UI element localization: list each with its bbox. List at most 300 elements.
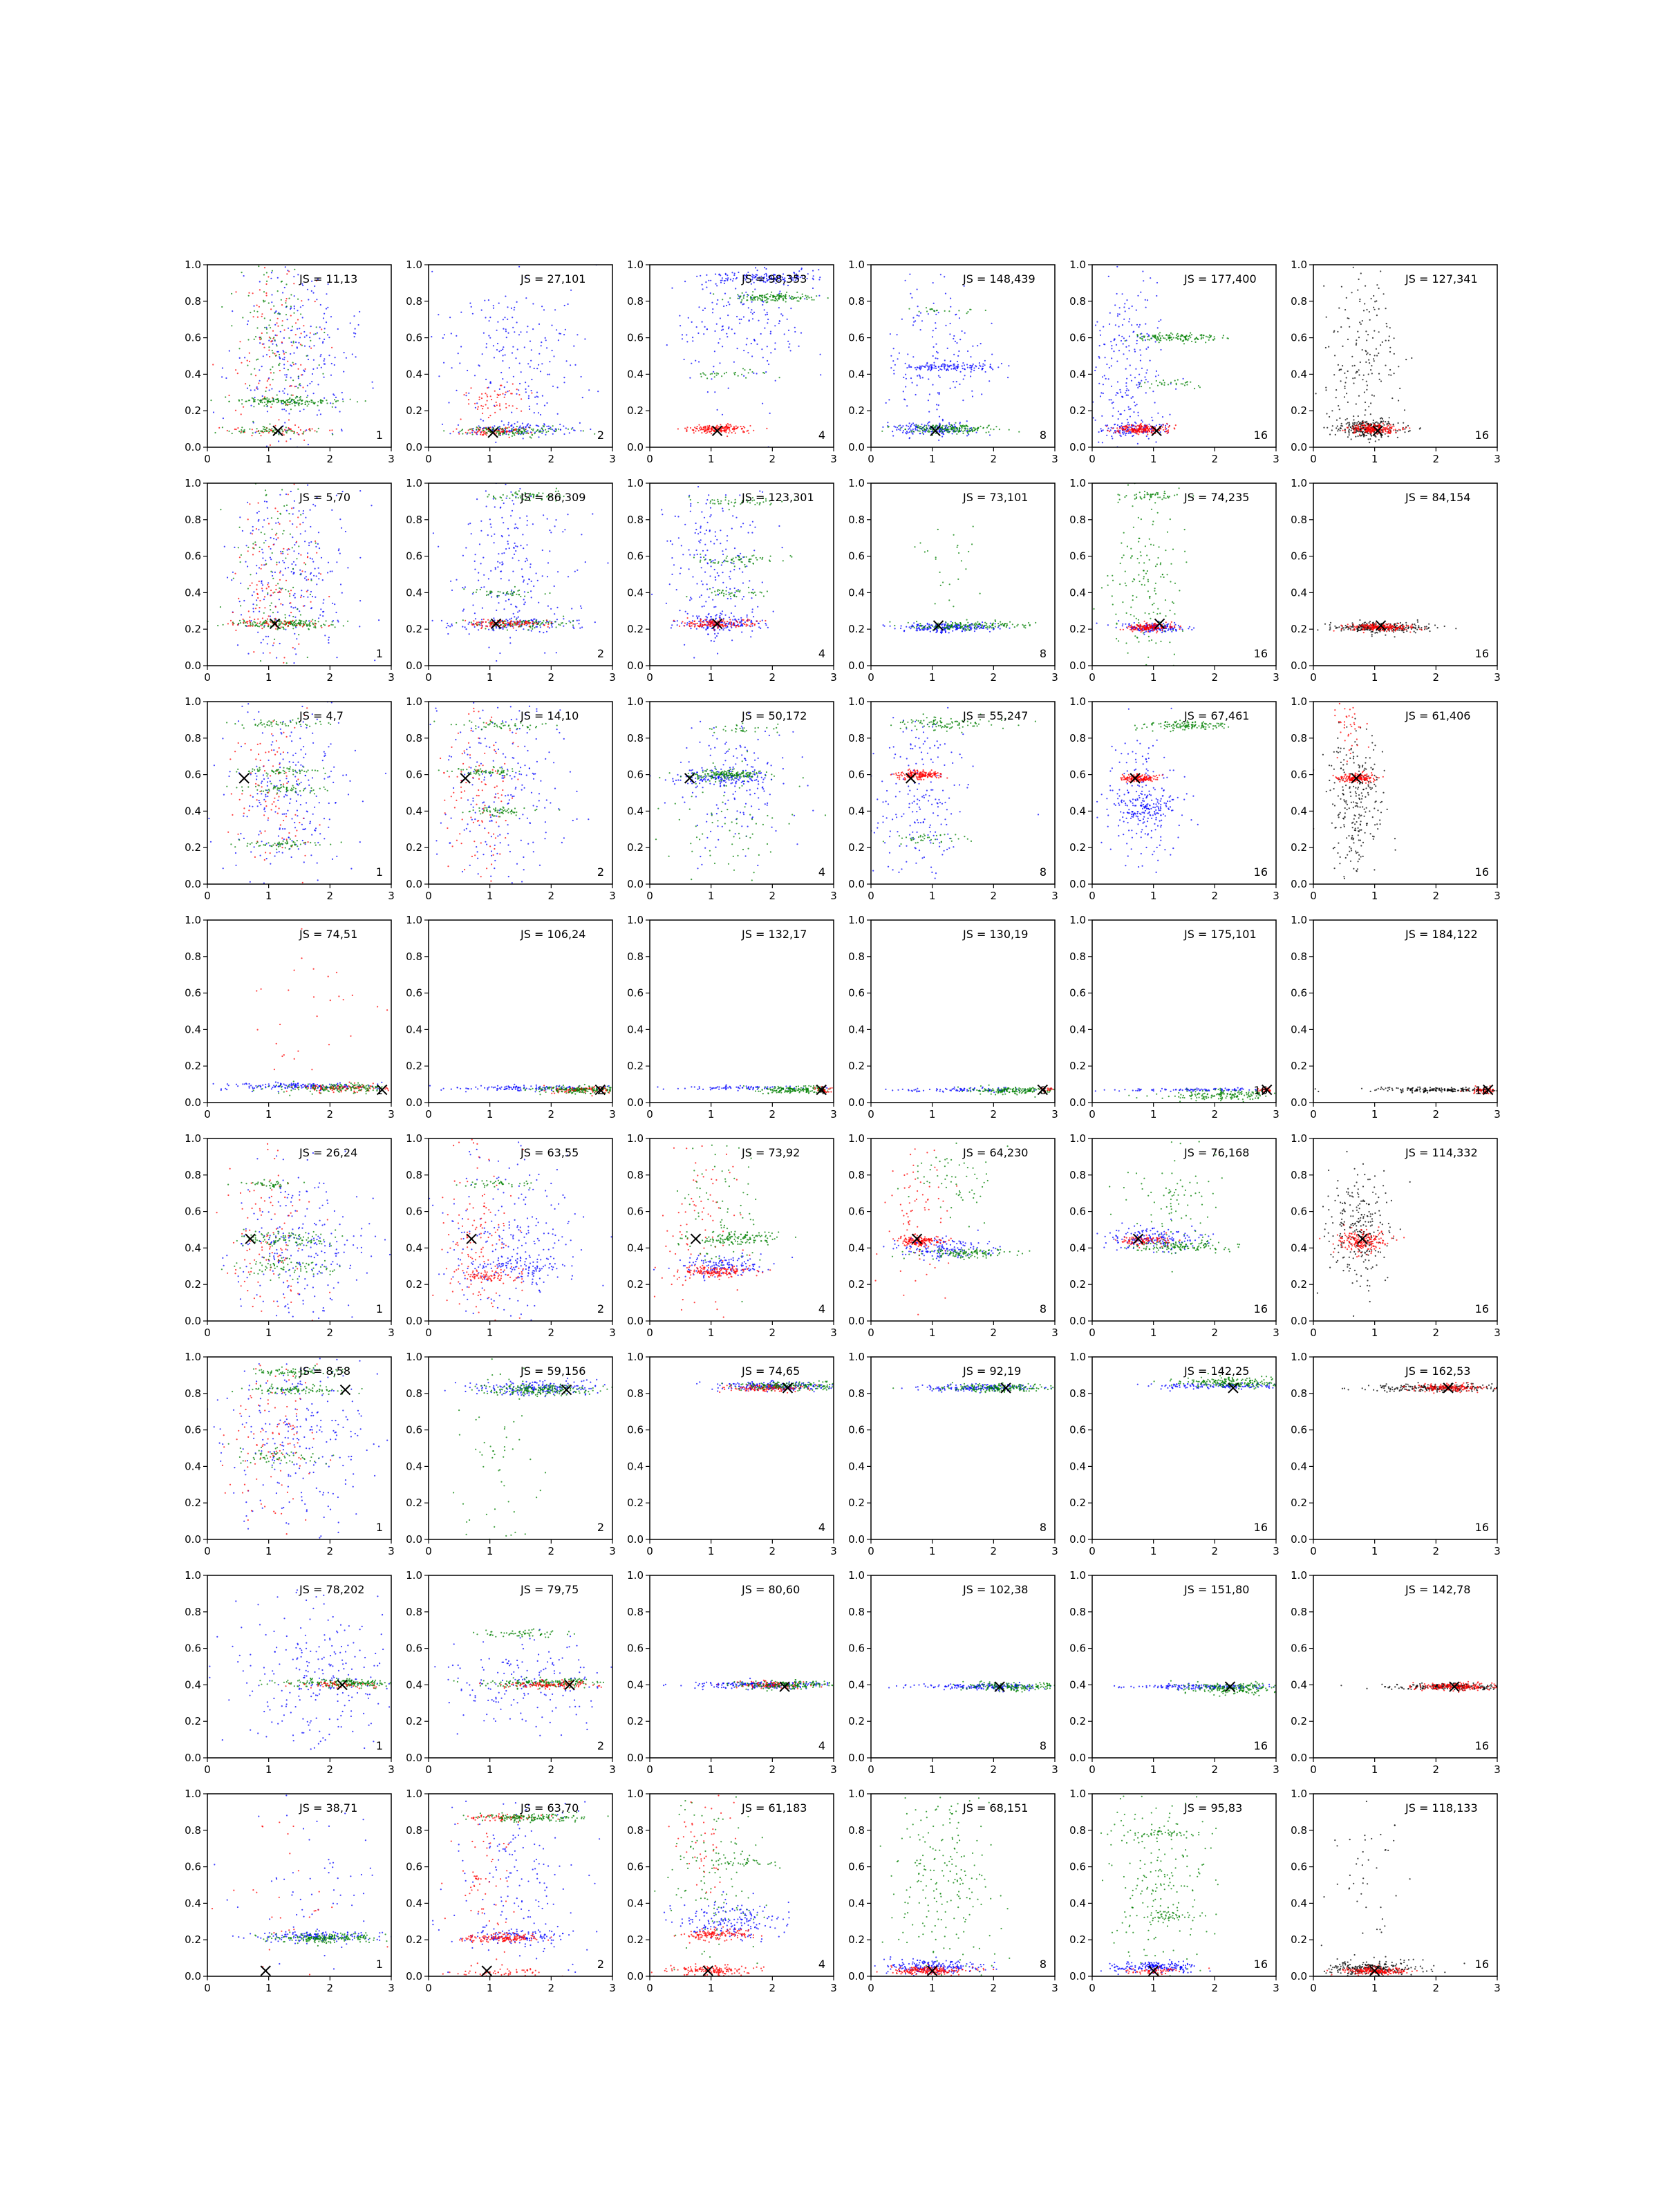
scatter-point	[1145, 348, 1147, 350]
scatter-point	[728, 328, 729, 329]
scatter-point	[318, 428, 319, 429]
scatter-point	[281, 553, 282, 554]
scatter-point	[581, 608, 582, 609]
scatter-point	[765, 371, 767, 373]
scatter-point	[1137, 412, 1138, 413]
scatter-point	[911, 297, 912, 299]
scatter-point	[926, 364, 927, 366]
scatter-point	[545, 339, 547, 341]
scatter-point	[1346, 297, 1347, 299]
scatter-point	[517, 527, 518, 529]
scatter-point	[802, 296, 803, 297]
scatter-point	[1185, 338, 1186, 339]
scatter-point	[1186, 384, 1188, 385]
scatter-point	[319, 547, 320, 549]
scatter-point	[1347, 418, 1348, 420]
scatter-point	[459, 362, 460, 364]
y-tick-label: 0.8	[406, 295, 422, 308]
scatter-point	[964, 364, 965, 366]
scatter-point	[497, 321, 498, 323]
scatter-point	[967, 426, 968, 427]
scatter-point	[285, 427, 287, 428]
scatter-point	[1181, 335, 1182, 337]
scatter-point	[290, 315, 292, 317]
scatter-point	[271, 340, 272, 341]
scatter-point	[275, 606, 276, 608]
scatter-point	[331, 570, 332, 572]
scatter-point	[270, 615, 271, 617]
scatter-point	[270, 319, 271, 321]
scatter-point	[764, 294, 765, 296]
scatter-point	[762, 294, 763, 296]
scatter-point	[947, 348, 948, 349]
scatter-point	[294, 617, 296, 618]
scatter-point	[283, 434, 285, 435]
scatter-point	[540, 414, 541, 415]
scatter-point	[1144, 382, 1145, 383]
scatter-point	[323, 624, 324, 625]
scatter-point	[903, 399, 905, 400]
scatter-point	[905, 363, 906, 364]
scatter-point	[592, 513, 593, 514]
scatter-point	[266, 281, 268, 282]
scatter-point	[309, 346, 310, 347]
scatter-point	[1131, 397, 1132, 399]
scatter-point	[727, 435, 728, 437]
scatter-point	[1127, 358, 1128, 359]
scatter-point	[255, 432, 256, 433]
scatter-point	[515, 550, 516, 552]
scatter-point	[475, 407, 476, 409]
scatter-point	[1137, 295, 1138, 297]
scatter-point	[321, 627, 322, 628]
scatter-point	[456, 429, 457, 430]
scatter-point	[553, 430, 554, 431]
scatter-point	[509, 405, 510, 406]
x-tick-label: 2	[769, 453, 776, 465]
scatter-point	[725, 274, 727, 275]
scatter-point	[765, 314, 767, 315]
scatter-point	[281, 341, 283, 343]
scatter-point	[509, 637, 511, 638]
scatter-point	[531, 392, 532, 393]
scatter-point	[1141, 368, 1143, 369]
scatter-point	[1351, 430, 1352, 431]
scatter-point	[705, 429, 706, 430]
scatter-point	[944, 310, 946, 312]
scatter-point	[316, 326, 317, 328]
scatter-point	[270, 369, 271, 371]
scatter-point	[265, 429, 266, 430]
scatter-point	[977, 345, 978, 346]
scatter-point	[463, 394, 465, 395]
scatter-point	[1127, 427, 1128, 428]
scatter-point	[247, 550, 249, 552]
x-tick-label: 3	[609, 453, 616, 465]
scatter-point	[431, 271, 433, 272]
scatter-point	[698, 430, 700, 431]
scatter-point	[727, 423, 729, 424]
scatter-point	[255, 375, 256, 376]
scatter-point	[682, 334, 683, 335]
scatter-point	[905, 280, 906, 281]
scatter-point	[290, 606, 292, 608]
scatter-point	[258, 529, 259, 530]
scatter-point	[1367, 425, 1369, 427]
scatter-point	[928, 366, 930, 367]
scatter-point	[752, 318, 753, 319]
scatter-point	[431, 336, 432, 337]
scatter-point	[966, 420, 968, 422]
scatter-point	[1175, 424, 1177, 426]
scatter-point	[805, 295, 806, 297]
scatter-point	[550, 532, 552, 533]
scatter-point	[798, 346, 800, 347]
scatter-point	[962, 362, 964, 364]
scatter-point	[326, 620, 327, 621]
scatter-point	[1102, 376, 1103, 377]
scatter-point	[462, 610, 464, 612]
scatter-point	[949, 431, 950, 432]
scatter-point	[946, 424, 947, 426]
scatter-point	[1133, 411, 1134, 413]
scatter-point	[1354, 377, 1356, 379]
scatter-point	[1136, 384, 1137, 386]
scatter-point	[716, 324, 718, 325]
scatter-point	[250, 585, 251, 586]
scatter-point	[332, 403, 334, 404]
scatter-point	[917, 366, 918, 368]
scatter-point	[299, 621, 301, 623]
scatter-point	[1103, 326, 1104, 328]
scatter-point	[1356, 372, 1357, 373]
scatter-point	[290, 409, 292, 410]
scatter-point	[282, 626, 283, 628]
scatter-point	[319, 409, 320, 411]
scatter-point	[257, 619, 259, 620]
scatter-point	[274, 507, 276, 509]
scatter-point	[290, 341, 292, 343]
scatter-point	[245, 383, 246, 384]
subplot-r1-c6	[1291, 259, 1501, 465]
scatter-point	[276, 399, 277, 400]
scatter-point	[767, 301, 768, 303]
scatter-point	[508, 427, 509, 428]
scatter-point	[523, 579, 525, 581]
scatter-point	[924, 431, 926, 432]
scatter-point	[967, 431, 968, 432]
scatter-point	[247, 653, 249, 655]
scatter-point	[285, 379, 286, 381]
scatter-point	[1150, 277, 1151, 279]
scatter-point	[310, 580, 312, 581]
scatter-point	[1123, 306, 1125, 308]
scatter-point	[298, 623, 299, 624]
scatter-point	[232, 433, 233, 434]
scatter-point	[268, 523, 270, 525]
scatter-point	[320, 354, 321, 355]
scatter-point	[274, 592, 275, 593]
scatter-point	[980, 343, 982, 344]
scatter-point	[259, 623, 260, 624]
scatter-point	[267, 380, 268, 382]
scatter-point	[790, 350, 791, 351]
scatter-point	[501, 429, 503, 430]
subplot-r1-c4	[848, 259, 1058, 465]
scatter-point	[256, 512, 258, 514]
scatter-point	[1144, 425, 1145, 427]
scatter-point	[310, 591, 312, 592]
scatter-point	[480, 563, 482, 564]
scatter-point	[1195, 341, 1197, 343]
y-tick-label: 1.0	[406, 259, 422, 271]
scatter-point	[924, 429, 925, 431]
scatter-point	[239, 516, 241, 518]
scatter-point	[735, 425, 737, 427]
scatter-point	[1160, 340, 1161, 341]
scatter-point	[264, 623, 265, 624]
scatter-point	[1112, 438, 1113, 439]
scatter-point	[291, 385, 292, 386]
scatter-point	[917, 315, 918, 316]
scatter-point	[328, 639, 329, 641]
scatter-point	[265, 494, 267, 496]
scatter-point	[1385, 365, 1386, 366]
scatter-point	[332, 624, 334, 626]
scatter-point	[263, 355, 264, 357]
scatter-point	[479, 543, 480, 545]
scatter-point	[704, 431, 706, 432]
scatter-point	[1383, 293, 1385, 294]
scatter-point	[774, 348, 776, 350]
scatter-point	[330, 624, 332, 626]
scatter-point	[744, 369, 745, 371]
scatter-point	[772, 299, 774, 301]
scatter-point	[280, 623, 281, 624]
scatter-point	[307, 657, 308, 658]
scatter-point	[326, 400, 327, 401]
scatter-point	[292, 430, 293, 431]
scatter-point	[507, 528, 509, 529]
scatter-point	[727, 336, 728, 337]
scatter-point	[726, 426, 727, 427]
scatter-point	[1344, 373, 1345, 374]
scatter-point	[282, 533, 283, 534]
scatter-point	[500, 570, 502, 572]
scatter-point	[1361, 425, 1362, 427]
scatter-point	[1203, 337, 1204, 339]
scatter-point	[988, 380, 990, 382]
scatter-point	[1160, 319, 1161, 321]
scatter-point	[1140, 355, 1141, 356]
scatter-point	[308, 444, 309, 445]
scatter-point	[794, 331, 796, 332]
scatter-point	[959, 422, 961, 423]
scatter-point	[505, 328, 507, 330]
scatter-point	[441, 620, 442, 621]
scatter-point	[247, 565, 248, 567]
scatter-point	[270, 444, 271, 446]
scatter-point	[1168, 337, 1170, 338]
scatter-point	[280, 551, 281, 552]
scatter-point	[1340, 428, 1342, 429]
scatter-point	[1340, 430, 1341, 431]
scatter-point	[1194, 339, 1195, 340]
scatter-point	[270, 590, 272, 591]
scatter-point	[517, 348, 518, 350]
scatter-point	[249, 429, 250, 430]
scatter-point	[764, 267, 765, 268]
scatter-point	[527, 583, 528, 585]
scatter-point	[547, 431, 549, 432]
scatter-point	[249, 400, 250, 401]
scatter-point	[514, 331, 515, 332]
scatter-point	[1358, 374, 1360, 375]
scatter-point	[330, 316, 332, 317]
scatter-point	[1333, 330, 1335, 332]
scatter-point	[234, 573, 236, 574]
scatter-point	[241, 403, 243, 404]
x-tick-label: 1	[1371, 453, 1378, 465]
scatter-point	[306, 591, 308, 592]
scatter-point	[277, 629, 279, 630]
scatter-point	[504, 317, 505, 318]
scatter-point	[300, 313, 301, 315]
scatter-point	[299, 523, 301, 525]
scatter-point	[327, 334, 328, 335]
scatter-point	[774, 325, 776, 326]
scatter-point	[785, 301, 787, 302]
scatter-point	[726, 372, 727, 373]
scatter-point	[319, 364, 320, 366]
scatter-point	[486, 434, 487, 435]
scatter-point	[309, 401, 310, 402]
scatter-point	[501, 561, 503, 563]
scatter-point	[504, 397, 505, 398]
scatter-point	[252, 626, 253, 627]
scatter-point	[481, 393, 482, 395]
scatter-point	[456, 390, 457, 391]
scatter-point	[1337, 430, 1338, 431]
scatter-point	[256, 572, 257, 574]
scatter-point	[328, 337, 330, 338]
scatter-point	[274, 335, 276, 336]
scatter-point	[1359, 299, 1360, 300]
scatter-point	[1371, 365, 1372, 366]
scatter-point	[503, 346, 504, 348]
scatter-point	[1203, 335, 1204, 336]
scatter-point	[896, 429, 897, 431]
scatter-point	[316, 299, 317, 300]
scatter-point	[807, 273, 809, 274]
scatter-point	[780, 313, 782, 315]
scatter-point	[521, 568, 523, 570]
scatter-point	[481, 397, 482, 399]
scatter-point	[788, 346, 789, 348]
scatter-point	[482, 406, 484, 407]
scatter-point	[272, 645, 274, 646]
scatter-point	[261, 581, 262, 582]
scatter-point	[1165, 431, 1166, 432]
scatter-point	[559, 424, 561, 425]
scatter-point	[765, 294, 767, 295]
scatter-point	[1149, 431, 1150, 432]
scatter-point	[1393, 424, 1394, 425]
scatter-point	[752, 299, 753, 300]
scatter-point	[342, 398, 344, 400]
scatter-point	[1378, 308, 1380, 310]
scatter-point	[529, 409, 530, 410]
scatter-point	[480, 587, 482, 588]
scatter-point	[261, 316, 263, 317]
scatter-point	[311, 290, 312, 292]
scatter-point	[228, 395, 229, 396]
scatter-point	[462, 587, 463, 588]
scatter-point	[502, 393, 503, 395]
scatter-point	[710, 280, 711, 281]
scatter-point	[270, 327, 271, 328]
scatter-point	[1354, 422, 1356, 424]
scatter-point	[530, 360, 532, 362]
scatter-point	[263, 519, 265, 521]
scatter-point	[285, 557, 286, 559]
scatter-point	[1360, 362, 1361, 363]
scatter-point	[563, 425, 564, 427]
y-tick-label: 0.4	[1069, 368, 1086, 380]
scatter-point	[912, 382, 913, 384]
scatter-point	[1376, 315, 1378, 316]
scatter-point	[782, 299, 784, 301]
scatter-point	[250, 389, 252, 391]
scatter-point	[224, 546, 225, 547]
scatter-point	[499, 426, 500, 427]
scatter-point	[295, 341, 297, 343]
scatter-point	[1325, 387, 1327, 388]
scatter-point	[988, 424, 990, 426]
scatter-point	[1125, 433, 1126, 434]
scatter-point	[684, 281, 686, 282]
scatter-point	[1329, 416, 1330, 418]
scatter-point	[336, 561, 337, 563]
scatter-point	[734, 332, 735, 334]
scatter-point	[811, 297, 812, 298]
scatter-point	[929, 393, 930, 395]
scatter-point	[1098, 356, 1100, 357]
scatter-point	[243, 431, 244, 432]
scatter-point	[1163, 337, 1164, 339]
scatter-point	[1134, 402, 1135, 403]
scatter-point	[950, 365, 952, 366]
scatter-point	[753, 339, 755, 341]
scatter-point	[508, 434, 509, 435]
scatter-point	[252, 292, 254, 294]
scatter-point	[310, 572, 312, 574]
scatter-point	[980, 426, 982, 427]
scatter-point	[514, 543, 516, 544]
scatter-point	[302, 522, 303, 523]
scatter-point	[1368, 373, 1369, 375]
scatter-point	[512, 317, 513, 318]
scatter-point	[910, 429, 912, 431]
scatter-point	[292, 536, 293, 538]
scatter-point	[335, 406, 336, 408]
scatter-point	[260, 621, 261, 623]
scatter-point	[256, 528, 257, 529]
scatter-point	[291, 345, 292, 346]
scatter-point	[894, 364, 896, 366]
scatter-point	[1346, 377, 1347, 378]
scatter-point	[288, 328, 289, 329]
